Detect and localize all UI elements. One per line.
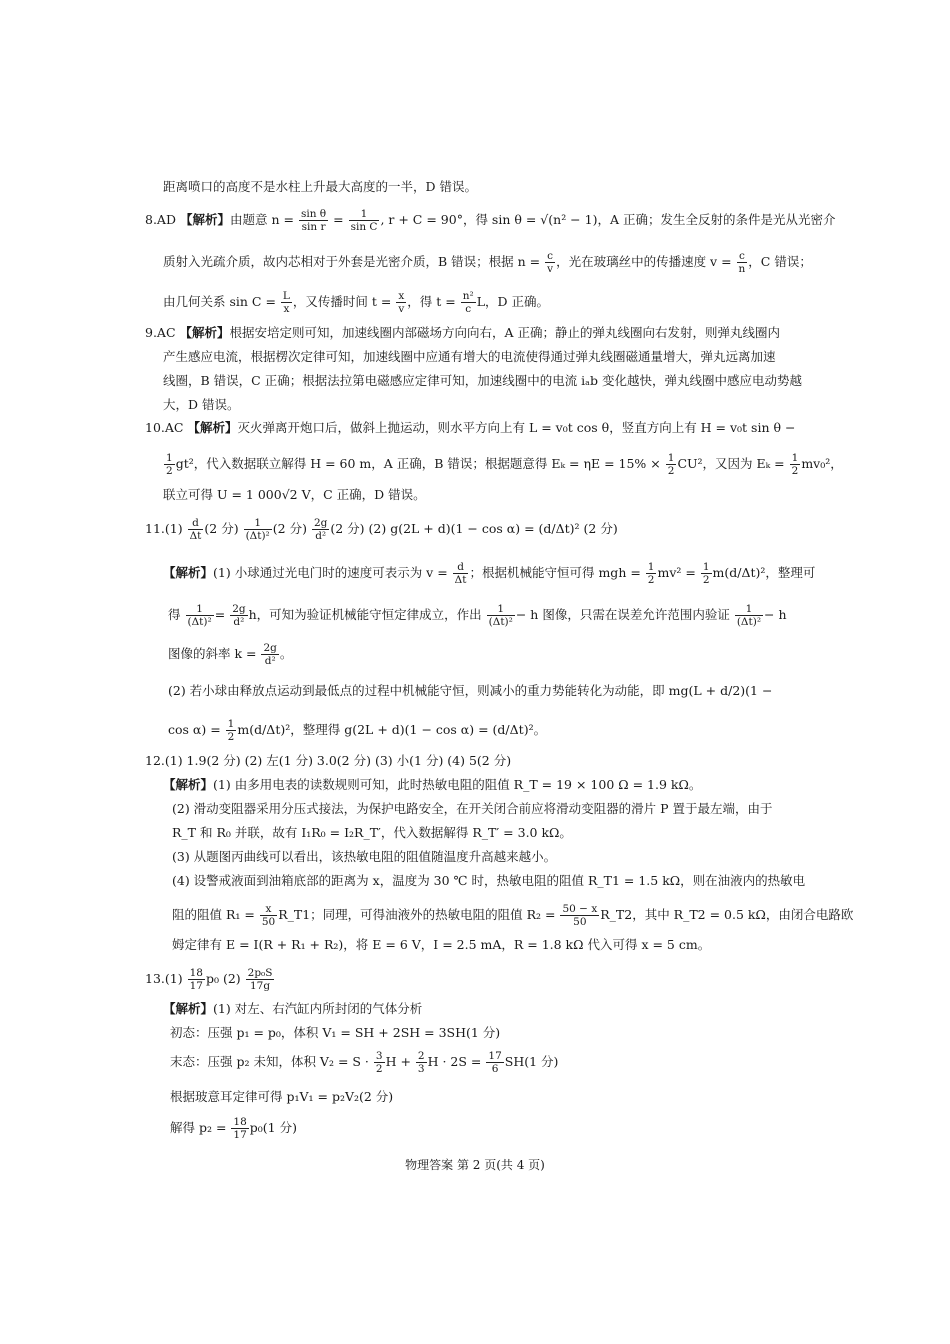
text-line: 姆定律有 E = I(R + R₁ + R₂)，将 E = 6 V，I = 2.5 mA，R = 1.8 kΩ 代入可得 x = 5 cm。 [172, 937, 711, 952]
page-footer: 物理答案 第 2 页(共 4 页) [405, 1158, 545, 1172]
analysis-tag: 【解析】 [179, 212, 230, 227]
fraction: $\frac{d}{\Delta t}$ [189, 517, 202, 542]
fraction: $\frac{3}{2}$ [375, 1050, 383, 1075]
analysis-tag: 【解析】 [163, 565, 214, 580]
fraction: $\frac{1}{\text{sin C}}$ [350, 208, 378, 233]
fraction: $\frac{1}{2}$ [667, 452, 675, 477]
question-12-line-1: 【解析】(1) 由多用电表的读数规则可知，此时热敏电阻的阻值 R_T = 19 × 100 Ω = 1.9 kΩ。 [163, 777, 702, 792]
analysis-tag: 【解析】 [163, 1001, 214, 1016]
fraction: $\frac{2g}{\text{d²}}$ [232, 603, 246, 628]
analysis-tag: 【解析】 [187, 420, 238, 435]
fraction: $\frac{1}{\text{(Δt)²}}$ [245, 517, 270, 542]
text-line: 产生感应电流，根据楞次定律可知，加速线圈中应通有增大的电流使得通过弹丸线圈磁通量增大，弹丸远离加速 [163, 349, 776, 364]
question-number: 8.AD [145, 212, 176, 227]
question-9-line-1: 9.AC 【解析】根据安培定则可知，加速线圈内部磁场方向向右，A 正确；静止的弹丸线圈向右发射，则弹丸线圈内 [145, 325, 781, 340]
fraction: $\frac{18}{17}$ [233, 1116, 247, 1141]
question-number: 10.AC [145, 420, 184, 435]
question-11-line-5: cos α) = $\frac{1}{2}$ m(d/Δt)²，整理得 g(2L + d)(1 − cos α) = (d/Δt)²。 [168, 718, 547, 743]
question-10-line-1: 10.AC 【解析】灭火弹离开炮口后，做斜上抛运动，则水平方向上有 L = v₀t cos θ，竖直方向上有 H = v₀t sin θ − [145, 420, 796, 435]
text-line: 大，D 错误。 [163, 397, 240, 412]
question-13-line-1: 【解析】(1) 对左、右汽缸内所封闭的气体分析 [163, 1001, 423, 1016]
fraction: $\frac{\text{2p₀S}}{17g}$ [247, 967, 273, 992]
text-line: 根据玻意耳定律可得 p₁V₁ = p₂V₂(2 分) [170, 1089, 394, 1104]
fraction: $\frac{1}{2}$ [791, 452, 799, 477]
text-line: 初态：压强 p₁ = p₀，体积 V₁ = SH + 2SH = 3SH(1 分) [170, 1025, 501, 1040]
fraction: $\frac{1}{2}$ [166, 452, 173, 477]
fraction: $\frac{17}{6}$ [488, 1050, 502, 1075]
question-13-answer: 13.(1) $\frac{18}{17}$ p₀ (2) $\frac{\text{2p₀S}}{17g}$ [145, 967, 273, 992]
analysis-tag: 【解析】 [163, 777, 214, 792]
text-line: (2) 若小球由释放点运动到最低点的过程中机械能守恒，则减小的重力势能转化为动能，即 mg(L + d/2)(1 − [168, 683, 773, 698]
question-12-answer: 12.(1) 1.9(2 分) (2) 左(1 分) 3.0(2 分) (3) 小(1 分) (4) 5(2 分) [145, 753, 512, 768]
fraction: $\frac{2g}{\text{d²}}$ [313, 517, 328, 542]
fraction: $\frac{1}{2}$ [227, 718, 235, 743]
text-line: 距离喷口的高度不是水柱上升最大高度的一半，D 错误。 [163, 179, 477, 194]
question-11-answer: 11.(1) $\frac{d}{\Delta t}$ (2 分) $\frac{1}{\text{(Δt)²}}$ (2 分) $\frac{2g}{\text{d²}}$ (2 分) (2) g(2L + d)(1 − cos α) = (d/Δt)² (2 分) [145, 517, 618, 542]
fraction: $\frac{\text{n²}}{c}$ [462, 290, 474, 315]
fraction: $\frac{1}{\text{(Δt)²}}$ [488, 603, 513, 628]
question-13-line-3: 末态：压强 p₂ 未知，体积 V₂ = S · $\frac{3}{2}$ H + $\frac{2}{3}$ H · 2S = $\frac{17}{6}$ SH(1 分) [170, 1050, 559, 1075]
fraction: $\frac{1}{\text{(Δt)²}}$ [187, 603, 212, 628]
question-12-line-6: 阻的阻值 R₁ = $\frac{x}{50}$ R_T1；同理，可得油液外的热敏电阻的阻值 R₂ = $\frac{50 - x}{50}$ R_T2，其中 R_T2 = 0.5 kΩ，由闭合电路欧 [172, 903, 854, 928]
question-10-line-2: $\frac{1}{2}$ gt²，代入数据联立解得 H = 60 m，A 正确，B 错误；根据题意得 Eₖ = ηE = 15% × $\frac{1}{2}$ CU²，又因为 Eₖ = $\frac{1}{2}$ mv₀²， [166, 452, 843, 477]
fraction: $\frac{\text{sin θ}}{\text{sin r}}$ [300, 208, 327, 233]
question-11-line-3: 图像的斜率 k = $\frac{2g}{\text{d²}}$ 。 [168, 642, 293, 667]
question-number: 9.AC [145, 325, 176, 340]
question-8-line-3: 由几何关系 sin C = $\frac{L}{x}$ ，又传播时间 t = $\frac{x}{v}$ ，得 t = $\frac{\text{n²}}{c}$ L，D 正确。 [163, 290, 549, 315]
fraction: $\frac{L}{x}$ [282, 290, 290, 315]
fraction: $\frac{1}{2}$ [702, 561, 710, 586]
question-13-line-5: 解得 p₂ = $\frac{18}{17}$ p₀(1 分) [170, 1116, 297, 1141]
question-8-line-1: 8.AD 【解析】由题意 n = $\frac{\text{sin θ}}{\text{sin r}}$ = $\frac{1}{\text{sin C}}$ , r + C = 90°，得 sin θ = √(n² − 1)，A 正确；发生全反射的条件是光从光密介 [145, 208, 836, 233]
text-line: (3) 从题图丙曲线可以看出，该热敏电阻的阻值随温度升高越来越小。 [172, 849, 557, 864]
fraction: $\frac{c}{v}$ [547, 250, 554, 275]
analysis-tag: 【解析】 [179, 325, 230, 340]
fraction: $\frac{1}{2}$ [647, 561, 655, 586]
fraction: $\frac{d}{\Delta t}$ [454, 561, 467, 586]
question-8-line-2: 质射入光疏介质，故内芯相对于外套是光密介质，B 错误；根据 n = $\frac{c}{v}$ ，光在玻璃丝中的传播速度 v = $\frac{c}{n}$ ，C 错误； [163, 250, 812, 275]
fraction: $\frac{x}{v}$ [398, 290, 405, 315]
text-line: 线圈，B 错误，C 正确；根据法拉第电磁感应定律可知，加速线圈中的电流 iₐb 变化越快，弹丸线圈中感应电动势越 [163, 373, 802, 388]
question-11-line-1: 【解析】(1) 小球通过光电门时的速度可表示为 v = $\frac{d}{\Delta t}$ ；根据机械能守恒可得 mgh = $\frac{1}{2}$ mv² = $\frac{1}{2}$ m(d/Δt)²，整理可 [163, 561, 816, 586]
fraction: $\frac{18}{17}$ [189, 967, 203, 992]
text-line: (2) 滑动变阻器采用分压式接法，为保护电路安全，在开关闭合前应将滑动变阻器的滑片 P 置于最左端，由于 [172, 801, 773, 816]
question-11-line-2: 得 $\frac{1}{\text{(Δt)²}}$ = $\frac{2g}{\text{d²}}$ h，可知为验证机械能守恒定律成立，作出 $\frac{1}{\text{(Δt)²}}$ − h 图像，只需在误差允许范围内验证 $\frac{1}{\text{(Δt)²}}$ − h [168, 603, 787, 628]
text-line: (4) 设警戒液面到油箱底部的距离为 x，温度为 30 ℃ 时，热敏电阻的阻值 R_T1 = 1.5 kΩ，则在油液内的热敏电 [172, 873, 806, 888]
text-line: 联立可得 U = 1 000√2 V，C 正确，D 错误。 [163, 487, 426, 502]
fraction: $\frac{x}{50}$ [261, 903, 276, 928]
fraction: $\frac{2g}{\text{d²}}$ [263, 642, 277, 667]
text-line: R_T 和 R₀ 并联，故有 I₁R₀ = I₂R_T′，代入数据解得 R_T′ = 3.0 kΩ。 [172, 825, 572, 840]
fraction: $\frac{c}{n}$ [738, 250, 746, 275]
fraction: $\frac{1}{\text{(Δt)²}}$ [736, 603, 762, 628]
fraction: $\frac{50 - x}{50}$ [562, 903, 598, 928]
fraction: $\frac{2}{3}$ [417, 1050, 425, 1075]
